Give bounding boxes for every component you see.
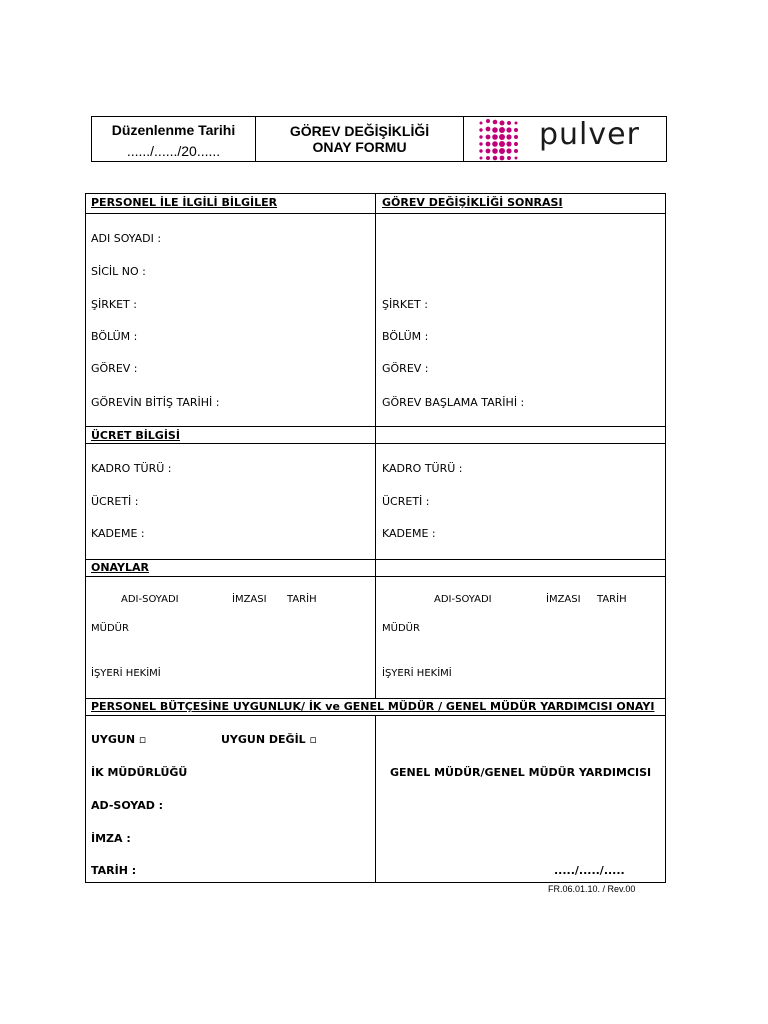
logo-text: pulver — [539, 117, 640, 152]
field-label: GÖREV : — [91, 362, 138, 375]
budget-approval-header: PERSONEL BÜTÇESİNE UYGUNLUK/ İK ve GENEL MÜDÜR / GENEL MÜDÜR YARDIMCISI ONAYI — [91, 700, 655, 713]
form-table — [85, 193, 666, 883]
field-label: KADRO TÜRÜ : — [91, 462, 172, 475]
logo — [464, 117, 666, 161]
field-label: ŞİRKET : — [382, 298, 428, 311]
approvals-header: ONAYLAR — [91, 561, 149, 574]
date-label: Düzenlenme Tarihi — [111, 122, 236, 138]
field-label: ÜCRETİ : — [91, 495, 139, 508]
form-header — [91, 116, 667, 162]
field-label: GÖREV BAŞLAMA TARİHİ : — [382, 396, 525, 409]
field-label: ŞİRKET : — [91, 298, 137, 311]
field-label: ÜCRETİ : — [382, 495, 430, 508]
col-name-label: ADI-SOYADI — [434, 594, 492, 605]
field-label: KADEME : — [382, 527, 436, 540]
form-title — [256, 117, 464, 161]
gm-title: GENEL MÜDÜR/GENEL MÜDÜR YARDIMCISI — [390, 766, 652, 779]
date-cell — [92, 117, 256, 161]
signature-label: İMZA : — [91, 832, 131, 845]
col-date-label: TARİH — [597, 594, 627, 605]
field-label: SİCİL NO : — [91, 265, 146, 278]
hr-dept-label: İK MÜDÜRLÜĞÜ — [91, 766, 188, 779]
field-label: KADRO TÜRÜ : — [382, 462, 463, 475]
form-code: FR.06.01.10. / Rev.00 — [548, 884, 636, 894]
wage-info-header: ÜCRET BİLGİSİ — [91, 429, 180, 442]
name-surname-label: AD-SOYAD : — [91, 799, 164, 812]
field-label: GÖREV : — [382, 362, 429, 375]
date-label: TARİH : — [91, 864, 137, 877]
col-date-label: TARİH — [287, 594, 317, 605]
not-suitable-checkbox[interactable]: UYGUN DEĞİL ▫ — [221, 733, 317, 746]
field-label: ADI SOYADI : — [91, 232, 162, 245]
suitable-checkbox[interactable]: UYGUN ▫ — [91, 733, 147, 746]
form-title-line2: ONAY FORMU — [312, 139, 407, 155]
column-divider — [375, 715, 376, 883]
after-change-header: GÖREV DEĞİŞİKLİĞİ SONRASI — [382, 196, 563, 209]
role-doctor-label: İŞYERİ HEKİMİ — [91, 668, 161, 679]
gm-date: ...../...../..... — [554, 864, 625, 877]
field-label: BÖLÜM : — [382, 330, 429, 343]
col-name-label: ADI-SOYADI — [121, 594, 179, 605]
field-label: GÖREVİN BİTİŞ TARİHİ : — [91, 396, 220, 409]
role-manager-label: MÜDÜR — [382, 623, 420, 634]
col-signature-label: İMZASI — [546, 594, 581, 605]
role-doctor-label: İŞYERİ HEKİMİ — [382, 668, 452, 679]
role-manager-label: MÜDÜR — [91, 623, 129, 634]
col-signature-label: İMZASI — [232, 594, 267, 605]
field-label: BÖLÜM : — [91, 330, 138, 343]
field-label: KADEME : — [91, 527, 145, 540]
column-divider — [375, 194, 376, 698]
personal-info-header: PERSONEL İLE İLGİLİ BİLGİLER — [91, 196, 278, 209]
date-value: ....../....../20...... — [126, 143, 221, 159]
form-title-line1: GÖREV DEĞİŞİKLİĞİ — [289, 123, 430, 139]
row-divider — [86, 698, 665, 699]
logo-dots-icon — [474, 117, 534, 163]
